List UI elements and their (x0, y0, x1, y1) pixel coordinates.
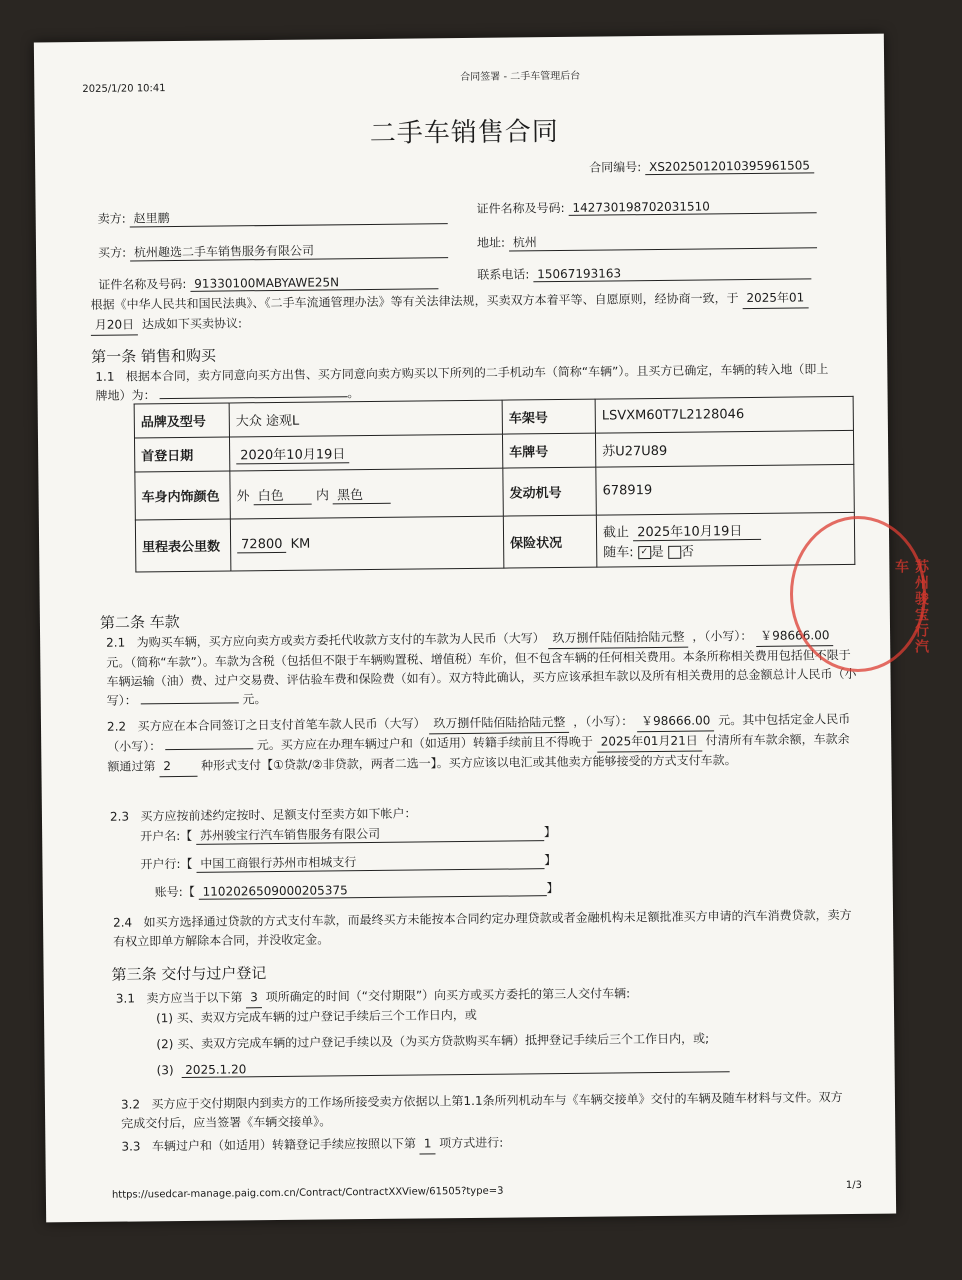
clause-3-3-text-b: 项方式进行: (439, 1135, 504, 1151)
clause-2-4-text: 如买方选择通过贷款的方式支付车款，而最终买方未能按本合同约定办理贷款或者金融机构未足额批准买方申请的汽车消费贷款，卖方有权立即单方解除本合同，并没收定金。 (113, 907, 852, 949)
delivery-option-3 (157, 1057, 730, 1078)
clause-2-1-amount-upper: 玖万捌仟陆佰陆拾陆元整 (548, 628, 688, 649)
seller-id-label: 证件名称及号码: (476, 200, 565, 216)
contract-number-label: 合同编号: (589, 160, 642, 175)
footer-url: https://usedcar-manage.paig.com.cn/Contract/ContractXXView/61505?type=3 (111, 1185, 504, 1201)
clause-2-2-amount: ￥98666.00 (637, 711, 714, 732)
contract-number-value: XS2025012010395961505 (645, 158, 814, 175)
seller-id-value: 142730198702031510 (568, 198, 816, 216)
company-seal-text: 苏州骏宝行汽车 (893, 559, 929, 655)
intro-date-part2: 月20日 (91, 315, 138, 335)
clause-2-2 (107, 710, 858, 778)
clause-2-1 (106, 626, 857, 711)
seller-value: 赵里鹏 (129, 206, 447, 227)
clause-3-1-option: 3 (246, 988, 262, 1008)
clause-2-1-amount: ￥98666.00 (756, 626, 833, 647)
seller-row (98, 206, 448, 228)
clause-2-2-deposit-blank (165, 748, 253, 750)
clause-3-2 (121, 1088, 851, 1134)
phone-row (477, 262, 811, 282)
clause-1-1-blank (159, 396, 347, 399)
clause-1-1-number: 1.1 (95, 369, 115, 384)
clause-2-3-text: 买方应按前述约定按时、足额支付至卖方如下帐户： (140, 806, 417, 824)
footer-page-number: 1/3 (845, 1179, 863, 1192)
article2-title: 第二条 车款 (99, 612, 180, 632)
engine-value: 678919 (596, 464, 854, 515)
vin-label: 车架号 (502, 399, 595, 434)
account-row: 账号:【 1102026509000205375 】 (154, 881, 559, 900)
phone-value: 15067193163 (533, 264, 811, 282)
clause-2-2-number: 2.2 (106, 719, 127, 734)
reg-date-value: 2020年10月19日 (236, 443, 349, 464)
exterior-prefix: 外 (236, 488, 250, 504)
phone-label: 联系电话: (477, 267, 530, 282)
article3-title: 第三条 交付与过户登记 (111, 964, 267, 984)
contract-number (589, 156, 814, 175)
mileage-value: 72800 (237, 536, 287, 553)
brand-label: 品牌及型号 (134, 403, 229, 438)
reg-date-label: 首登日期 (134, 437, 229, 472)
delivery-option-2: (2) 买、卖双方完成车辆的过户登记手续以及（为买方贷款购买车辆）抵押登记手续后三个工作日内，或; (156, 1031, 710, 1052)
insurance-label: 保险状况 (503, 515, 597, 568)
brand-value: 大众 途观L (229, 400, 502, 437)
account-number: 1102026509000205375 (199, 881, 547, 900)
seller-id-row (477, 196, 817, 217)
clause-2-1-number: 2.1 (106, 635, 126, 650)
delivery-option-1: (1) 买、卖双方完成车辆的过户登记手续后三个工作日内，或 (155, 1007, 477, 1026)
clause-3-1 (116, 982, 856, 1010)
yes-checkbox[interactable]: ✓ (638, 546, 651, 559)
bank-name: 中国工商银行苏州市相城支行 (196, 851, 544, 873)
clause-1-1-text: 根据本合同，卖方同意向买方出售、买方同意向卖方购买以下所列的二手机动车（简称“车辆”）。且买方已确定，车辆的转入地（即上牌地）为： (95, 362, 829, 403)
address-value: 杭州 (509, 230, 817, 251)
intro-text: 根据《中华人民共和国民法典》、《二手车流通管理办法》等有关法律法规，买卖双方本着平等、自愿原则，经协商一致，于 (90, 291, 739, 312)
buyer-id-label: 证件名称及号码: (98, 276, 187, 292)
no-label: 否 (680, 544, 694, 560)
bank-account-name-row: 开户名:【 苏州骏宝行汽车销售服务有限公司 】 (140, 825, 557, 844)
clause-2-3-number: 2.3 (109, 809, 130, 824)
buyer-label: 买方: (97, 245, 127, 260)
article1-title: 第一条 销售和购买 (91, 346, 217, 366)
clause-2-1-text-a: 为购买车辆，买方应向卖方或卖方委托代收款方支付的车款为人民币（大写） (136, 631, 545, 650)
clause-2-4-number: 2.4 (112, 915, 133, 930)
vin-value: LSVXM60T7L2128046 (595, 396, 853, 433)
clause-2-2-text-f: 种形式支付【①贷款/②非贷款，两者二选一】。买方应该以电汇或其他卖方能够接受的方式支付车款。 (201, 753, 737, 773)
clause-2-2-amount-upper: 玖万捌仟陆佰陆拾陆元整 (429, 713, 569, 734)
interior-color: 黑色 (333, 483, 391, 504)
clause-3-1-text-b: 项所确定的时间（“交付期限”）向买方或买方委托的第三人交付车辆: (265, 986, 631, 1005)
clause-2-2-text-c: 元。其中包括定金人民币（小写）： (107, 711, 851, 754)
clause-2-1-total-blank (141, 702, 239, 704)
print-datetime: 2025/1/20 10:41 (82, 83, 166, 95)
intro-tail: 达成如下买卖协议: (141, 316, 243, 332)
insurance-until-prefix: 截止 (602, 525, 630, 541)
mileage-label: 里程表公里数 (135, 519, 231, 572)
company-seal (790, 516, 929, 672)
insurance-until-date: 2025年10月19日 (633, 520, 761, 541)
address-row (477, 230, 817, 252)
clause-1-1: 1.1 根据本合同，卖方同意向买方出售、买方同意向卖方购买以下所列的二手机动车（简称“车辆”）。且买方已确定，车辆的转入地（即上牌地）为： 。 (95, 362, 829, 403)
mileage-unit: KM (290, 536, 311, 552)
clause-2-2-text-a: 买方应在本合同签订之日支付首笔车款人民币（大写） (137, 716, 426, 734)
buyer-value: 杭州趣选二手车销售服务有限公司 (130, 240, 448, 261)
bank-account-name-label: 开户名: (140, 828, 181, 844)
plate-value: 苏U27U89 (595, 430, 853, 467)
buyer-id-value: 91330100MABYAWE25N (190, 274, 438, 292)
clause-3-1-number: 3.1 (115, 991, 136, 1006)
clause-2-2-text-e: 付清所有车款余额，车款余额通过第 (107, 731, 850, 774)
delivery-option-3-prefix: (3) (156, 1063, 174, 1078)
clause-2-4 (113, 906, 853, 952)
clause-2-2-payment-option: 2 (159, 757, 197, 777)
clause-3-3-number: 3.3 (121, 1139, 141, 1154)
bank-row: 开户行:【 中国工商银行苏州市相城支行 】 (140, 853, 557, 872)
clause-3-3-option: 1 (420, 1134, 436, 1154)
intro-paragraph (91, 288, 861, 336)
clause-2-3 (110, 800, 850, 827)
bank-label: 开户行: (140, 856, 181, 872)
print-page-title: 合同签署 - 二手车管理后台 (460, 70, 581, 84)
clause-2-2-due-date: 2025年01月21日 (597, 732, 702, 753)
clause-2-1-text-d: 元。 (242, 692, 267, 707)
exterior-color: 白色 (254, 484, 312, 505)
clause-2-2-text-d: 元。买方应在办理车辆过户和（如适用）转籍手续前且不得晚于 (256, 734, 593, 753)
account-label: 账号: (154, 884, 183, 900)
clause-2-1-text-c: 元。（简称“车款”）。车款为含税（包括但不限于车辆购置税、增值税）车价，但不包含车辆的任何相关费用。本条所称相关费用包括但不限于车辆运输（油）费、过户交易费、评估验车费和保险费（如有）。双方特此确认，买方应该承担车款以及所有相关费用的总金额总计人民币（小写）： (106, 647, 857, 708)
clause-2-2-text-b: ，（小写）： (573, 714, 634, 729)
doc-title: 二手车销售合同 (369, 116, 559, 149)
insurance-with-car-label: 随车: (603, 545, 634, 561)
clause-3-2-text: 买方应于交付期限内到卖方的工作场所接受卖方依据以上第1.1条所列机动车与《车辆交接单》交付的车辆及随车材料与文件。双方完成交付后，应当签署《车辆交接单》。 (121, 1090, 843, 1131)
engine-label: 发动机号 (503, 467, 596, 516)
clause-3-3 (121, 1130, 851, 1158)
interior-prefix: 内 (315, 487, 329, 504)
plate-label: 车牌号 (502, 433, 595, 468)
clause-3-3-text-a: 车辆过户和（如适用）转籍登记手续应按照以下第 (151, 1136, 417, 1154)
vehicle-table (134, 396, 856, 573)
intro-date-part1: 2025年01 (742, 288, 808, 309)
clause-3-2-number: 3.2 (120, 1097, 141, 1112)
address-label: 地址: (476, 235, 506, 250)
delivery-option-3-value: 2025.1.20 (181, 1057, 729, 1078)
yes-label: 是 (650, 544, 664, 561)
no-checkbox[interactable] (668, 546, 681, 559)
seller-label: 卖方: (97, 211, 126, 226)
buyer-id-row (98, 272, 438, 293)
contract-page (34, 34, 896, 1223)
bank-account-name: 苏州骏宝行汽车销售服务有限公司 (196, 823, 544, 845)
clause-3-1-text-a: 卖方应当于以下第 (146, 990, 243, 1006)
buyer-row (98, 240, 448, 262)
clause-2-1-text-b: ，（小写）： (692, 628, 753, 644)
color-label: 车身内饰颜色 (135, 471, 230, 520)
